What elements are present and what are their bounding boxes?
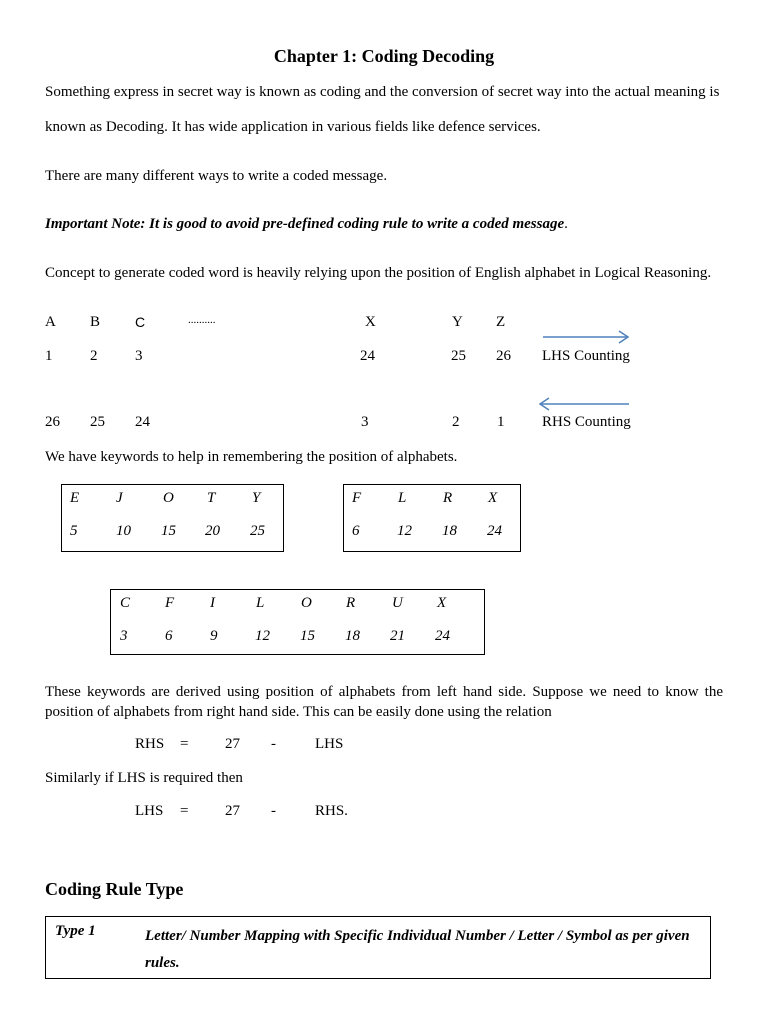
kb3-letter: U bbox=[392, 595, 403, 611]
alpha-x: X bbox=[365, 314, 376, 330]
intro-line-2: known as Decoding. It has wide application in various fields like defence services. bbox=[45, 119, 541, 135]
kb3-letter: L bbox=[256, 595, 265, 611]
kb1-number: 10 bbox=[116, 523, 131, 539]
lhs-counting-label: LHS Counting bbox=[542, 348, 630, 364]
similarly-text: Similarly if LHS is required then bbox=[45, 770, 243, 786]
important-note-period: . bbox=[564, 216, 568, 232]
arrow-right-icon bbox=[541, 330, 631, 344]
arrow-left-icon bbox=[537, 397, 632, 411]
formula1-lhs: RHS bbox=[135, 736, 165, 752]
kb2-letter: X bbox=[488, 490, 498, 506]
formula1-minus: - bbox=[271, 736, 276, 752]
kb3-letter: O bbox=[301, 595, 312, 611]
formula2-minus: - bbox=[271, 803, 276, 819]
kb1-letter: E bbox=[70, 490, 80, 506]
kb1-letter: Y bbox=[252, 490, 261, 506]
rhs-2: 2 bbox=[452, 414, 460, 430]
lhs-25: 25 bbox=[451, 348, 466, 364]
important-note-bold: Important Note: It is good to avoid pre-defined coding rule to write a coded message bbox=[45, 216, 565, 232]
kb3-letter: R bbox=[346, 595, 356, 611]
kb3-number: 21 bbox=[390, 628, 405, 644]
page-title: Chapter 1: Coding Decoding bbox=[273, 46, 495, 66]
keyword-box-1 bbox=[61, 484, 284, 552]
keyword-box-3 bbox=[110, 589, 485, 655]
kb2-number: 12 bbox=[397, 523, 412, 539]
keywords-text: We have keywords to help in remembering the position of alphabets. bbox=[45, 449, 458, 465]
kb3-number: 12 bbox=[255, 628, 270, 644]
kb3-number: 6 bbox=[165, 628, 173, 644]
type-label: Type 1 bbox=[55, 923, 96, 939]
ways-text: There are many different ways to write a coded message. bbox=[45, 168, 388, 184]
formula1-num: 27 bbox=[225, 736, 240, 752]
kb2-number: 24 bbox=[487, 523, 502, 539]
important-note bbox=[45, 216, 568, 233]
formula2-lhs: LHS bbox=[135, 803, 164, 819]
section-title: Coding Rule Type bbox=[45, 879, 184, 899]
kb3-letter: I bbox=[210, 595, 215, 611]
kb3-number: 15 bbox=[300, 628, 315, 644]
rhs-25: 25 bbox=[90, 414, 105, 430]
intro-line-1: Something express in secret way is known as coding and the conversion of secret way into the actual meaning is bbox=[45, 84, 720, 100]
kb3-number: 18 bbox=[345, 628, 360, 644]
lhs-3: 3 bbox=[135, 348, 143, 364]
kb3-number: 3 bbox=[120, 628, 128, 644]
formula2-num: 27 bbox=[225, 803, 240, 819]
alpha-z: Z bbox=[496, 314, 506, 330]
lhs-2: 2 bbox=[90, 348, 98, 364]
derived-text: These keywords are derived using position of alphabets from left hand side. Suppose we need to know the position of alphabets from right hand side. This can be easily done using the relation bbox=[45, 684, 723, 720]
kb2-number: 6 bbox=[352, 523, 360, 539]
kb1-letter: O bbox=[163, 490, 174, 506]
formula2-eq: = bbox=[180, 803, 189, 819]
lhs-24: 24 bbox=[360, 348, 375, 364]
alpha-b: B bbox=[90, 314, 101, 330]
lhs-1: 1 bbox=[45, 348, 53, 364]
kb2-letter: R bbox=[443, 490, 453, 506]
keyword-box-2 bbox=[343, 484, 521, 552]
alpha-a: A bbox=[45, 314, 56, 330]
type-description: Letter/ Number Mapping with Specific Individual Number / Letter / Symbol as per given rules. bbox=[145, 928, 690, 971]
kb3-letter: X bbox=[437, 595, 447, 611]
kb3-number: 9 bbox=[210, 628, 218, 644]
concept-text: Concept to generate coded word is heavily relying upon the position of English alphabet in Logical Reasoning. bbox=[45, 265, 712, 281]
kb1-letter: J bbox=[116, 490, 123, 506]
kb1-number: 5 bbox=[70, 523, 78, 539]
alpha-dots: .......... bbox=[188, 314, 216, 326]
alpha-y: Y bbox=[452, 314, 463, 330]
kb1-number: 20 bbox=[205, 523, 220, 539]
kb1-number: 15 bbox=[161, 523, 176, 539]
kb3-number: 24 bbox=[435, 628, 450, 644]
kb1-letter: T bbox=[207, 490, 216, 506]
kb3-letter: F bbox=[165, 595, 175, 611]
rhs-counting-label: RHS Counting bbox=[542, 414, 631, 430]
formula2-rhs: RHS. bbox=[315, 803, 348, 819]
type-box bbox=[45, 916, 711, 979]
rhs-26: 26 bbox=[45, 414, 60, 430]
formula1-eq: = bbox=[180, 736, 189, 752]
rhs-3: 3 bbox=[361, 414, 369, 430]
rhs-1: 1 bbox=[497, 414, 505, 430]
kb1-number: 25 bbox=[250, 523, 265, 539]
kb2-letter: L bbox=[398, 490, 407, 506]
alpha-c: C bbox=[135, 314, 146, 330]
kb2-letter: F bbox=[352, 490, 362, 506]
kb3-letter: C bbox=[120, 595, 131, 611]
lhs-26: 26 bbox=[496, 348, 511, 364]
formula1-rhs: LHS bbox=[315, 736, 344, 752]
kb2-number: 18 bbox=[442, 523, 457, 539]
rhs-24: 24 bbox=[135, 414, 150, 430]
